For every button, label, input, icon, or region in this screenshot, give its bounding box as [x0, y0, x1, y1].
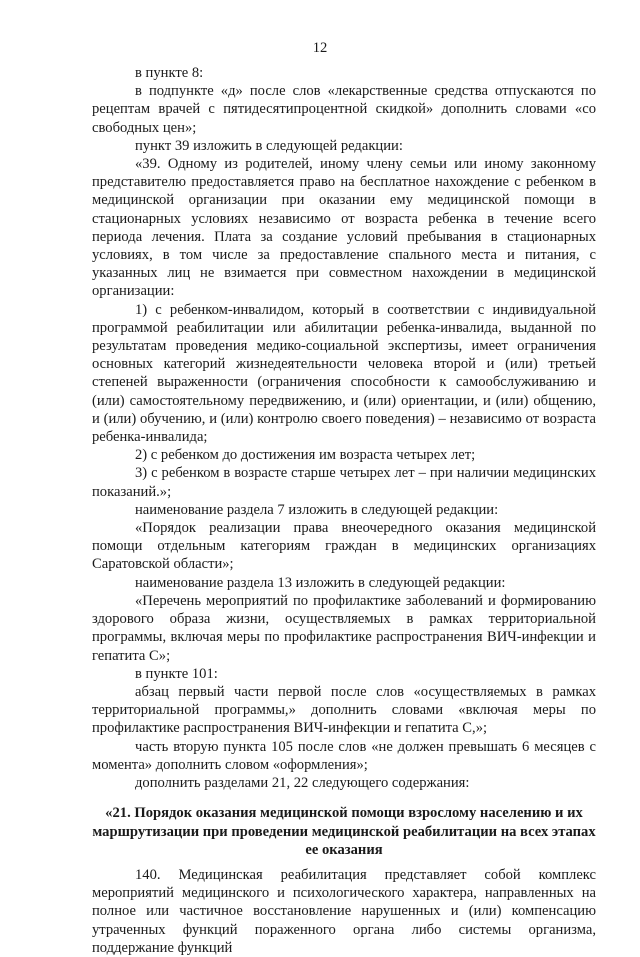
paragraph: в пункте 101:	[135, 665, 218, 682]
paragraph: «39. Одному из родителей, иному члену семьи или иному законному представителю предоставляется право на бесплатное нахождение с ребенком в медицинской организации при оказании ему медицинской помощи в стационарных условиях независимо от возраста ребенка в течение всего периода лечения. Плата за создание условий пребывания в стационарных условиях, в том числе за предоставление спального места и питания, с указанных лиц не взимается при совместном нахождении в медицинской организации:	[92, 156, 596, 300]
paragraph: пункт 39 изложить в следующей редакции:	[135, 137, 403, 154]
paragraph: в подпункте «д» после слов «лекарственные средства отпускаются по рецептам врачей с пятидесятипроцентной скидкой» дополнить словами «со свободных цен»;	[92, 83, 596, 136]
paragraph: наименование раздела 13 изложить в следующей редакции:	[135, 574, 506, 591]
section-paragraph: 140. Медицинская реабилитация представляет собой комплекс мероприятий медицинского и психологического характера, направленных на полное или частичное восстановление нарушенных и (или) компенсацию утраченных функций пораженного органа либо системы организма, поддержание функций	[92, 866, 596, 956]
paragraph: 3) с ребенком в возрасте старше четырех лет – при наличии медицинских показаний.»;	[92, 465, 596, 500]
paragraph: дополнить разделами 21, 22 следующего содержания:	[135, 774, 470, 791]
paragraph: 2) с ребенком до достижения им возраста четырех лет;	[135, 447, 476, 464]
document-body	[92, 64, 596, 957]
paragraph: 1) с ребенком-инвалидом, который в соответствии с индивидуальной программой реабилитации или абилитации ребенка-инвалида, выданной по результатам проведения медико-социальной экспертизы, имеет ограничения основных категорий жизнедеятельности человека второй и (или) третьей степеней выраженности (ограничения способности к самообслуживанию и (или) самостоятельному передвижению, и (или) ориентации, и (или) общению, и (или) обучению, и (или) контролю своего поведения) – независимо от возраста ребенка-инвалида;	[92, 301, 596, 446]
paragraph: «Перечень мероприятий по профилактике заболеваний и формированию здорового образа жизни, осуществляемых в рамках территориальной программы, включая меры по профилактике распространения ВИЧ-инфекции и гепатита С»;	[92, 592, 596, 664]
paragraph: часть вторую пункта 105 после слов «не должен превышать 6 месяцев с момента» дополнить словом «оформления»;	[92, 738, 596, 773]
paragraph: наименование раздела 7 изложить в следующей редакции:	[135, 501, 499, 518]
section-heading: «21. Порядок оказания медицинской помощи взрослому населению и их маршрутизации при проведении медицинской реабилитации на всех этапах ее оказания	[92, 805, 596, 859]
page-number: 12	[312, 40, 328, 56]
paragraph: абзац первый части первой после слов «осуществляемых в рамках территориальной программы,» дополнить словами «включая меры по профилактике распространения ВИЧ-инфекции и гепатита С,»;	[92, 683, 596, 737]
paragraph: в пункте 8:	[135, 65, 204, 81]
paragraph: «Порядок реализации права внеочередного оказания медицинской помощи отдельным категориям граждан в медицинских организациях Саратовской области»;	[92, 520, 596, 573]
